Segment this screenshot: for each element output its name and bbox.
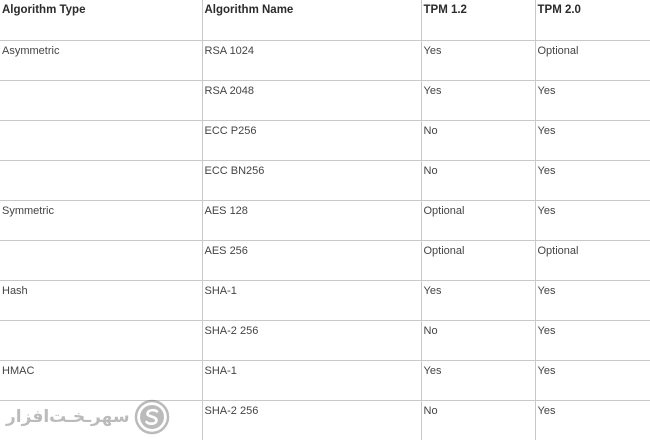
cell-algorithm-name: SHA-1	[202, 281, 421, 321]
table-row	[0, 281, 650, 321]
cell-tpm-2-0: Yes	[535, 121, 650, 161]
cell-algorithm-type	[0, 81, 202, 121]
cell-algorithm-name: ECC BN256	[202, 161, 421, 201]
cell-tpm-2-0: Optional	[535, 41, 650, 81]
cell-tpm-1-2: No	[421, 321, 535, 361]
table-row	[0, 401, 650, 440]
table-row	[0, 201, 650, 241]
cell-tpm-2-0: Yes	[535, 401, 650, 440]
table-row	[0, 321, 650, 361]
cell-tpm-2-0: Yes	[535, 161, 650, 201]
cell-algorithm-type	[0, 161, 202, 201]
table-row	[0, 241, 650, 281]
cell-tpm-1-2: Optional	[421, 241, 535, 281]
cell-tpm-1-2: Yes	[421, 361, 535, 401]
cell-tpm-1-2: Yes	[421, 81, 535, 121]
table-row	[0, 161, 650, 201]
header-algorithm-name: Algorithm Name	[202, 0, 421, 41]
cell-tpm-1-2: Yes	[421, 281, 535, 321]
table-row	[0, 361, 650, 401]
cell-tpm-1-2: No	[421, 161, 535, 201]
header-algorithm-type: Algorithm Type	[0, 0, 202, 41]
cell-algorithm-type	[0, 241, 202, 281]
cell-tpm-2-0: Optional	[535, 241, 650, 281]
cell-tpm-2-0: Yes	[535, 361, 650, 401]
header-tpm-1-2: TPM 1.2	[421, 0, 535, 41]
cell-algorithm-type	[0, 121, 202, 161]
cell-algorithm-type: Asymmetric	[0, 41, 202, 81]
cell-algorithm-type: HMAC	[0, 361, 202, 401]
cell-tpm-2-0: Yes	[535, 321, 650, 361]
cell-algorithm-name: AES 128	[202, 201, 421, 241]
cell-algorithm-name: SHA-2 256	[202, 321, 421, 361]
cell-algorithm-type: Symmetric	[0, 201, 202, 241]
cell-tpm-1-2: Optional	[421, 201, 535, 241]
cell-tpm-1-2: No	[421, 121, 535, 161]
table-header-row	[0, 0, 650, 41]
cell-algorithm-name: RSA 2048	[202, 81, 421, 121]
cell-algorithm-name: SHA-2 256	[202, 401, 421, 440]
cell-tpm-2-0: Yes	[535, 281, 650, 321]
cell-algorithm-type: Hash	[0, 281, 202, 321]
table-row	[0, 81, 650, 121]
cell-tpm-2-0: Yes	[535, 201, 650, 241]
cell-tpm-1-2: Yes	[421, 41, 535, 81]
watermark-text: سهرـخـت‌افزار	[6, 407, 130, 427]
cell-tpm-2-0: Yes	[535, 81, 650, 121]
header-tpm-2-0: TPM 2.0	[535, 0, 650, 41]
cell-algorithm-type	[0, 321, 202, 361]
cell-tpm-1-2: No	[421, 401, 535, 440]
table-row	[0, 121, 650, 161]
cell-algorithm-type	[0, 401, 202, 440]
cell-algorithm-name: AES 256	[202, 241, 421, 281]
cell-algorithm-name: RSA 1024	[202, 41, 421, 81]
cell-algorithm-name: ECC P256	[202, 121, 421, 161]
table-row	[0, 41, 650, 81]
cell-algorithm-name: SHA-1	[202, 361, 421, 401]
